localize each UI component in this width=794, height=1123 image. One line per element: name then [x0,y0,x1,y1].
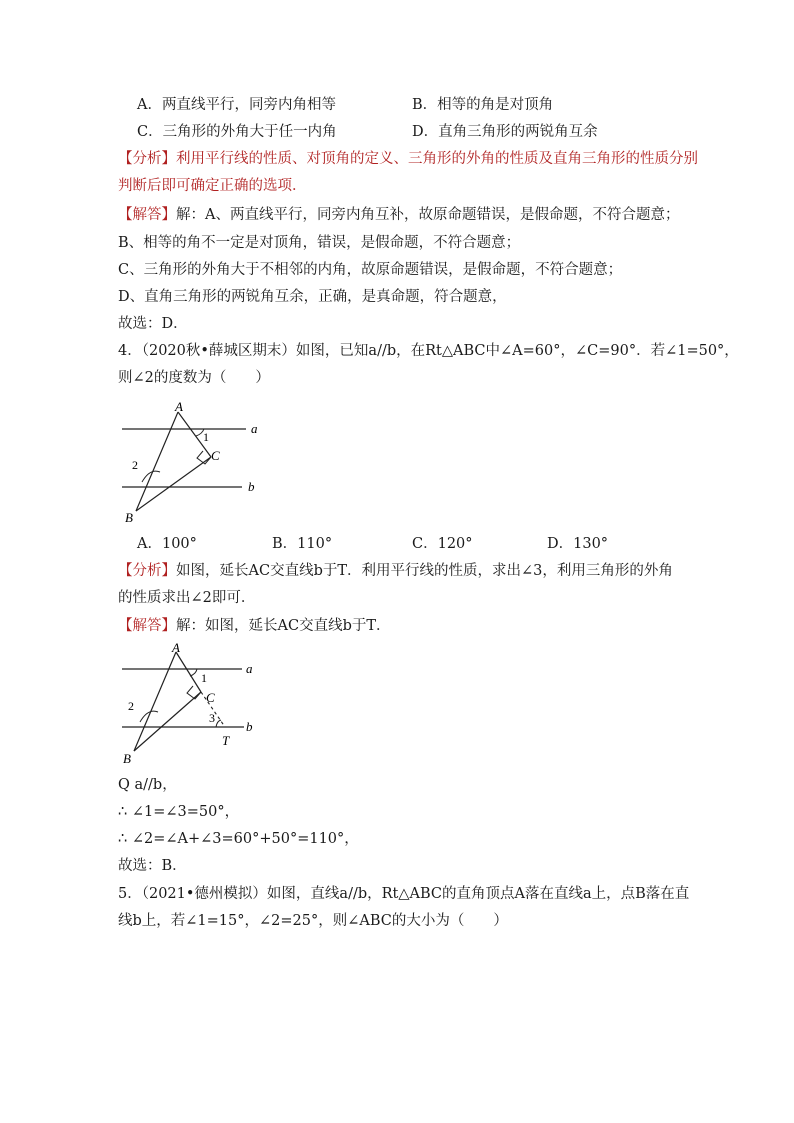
q4-option-d: D．130° [547,536,609,552]
label-angle-2: 2 [128,699,134,713]
q3-analysis-line-2: 判断后即可确定正确的选项． [118,178,307,194]
q3-option-b: B．相等的角是对顶角 [412,97,554,113]
q5-stem-line-1: 5．（2021•德州模拟）如图，直线a//b，Rt△ABC的直角顶点A落在直线a上，点B落在直 [118,886,690,902]
side-ac [176,652,201,692]
q4-step-2: ∴ ∠1=∠3=50°， [118,804,240,820]
label-angle-3: 3 [209,711,215,725]
label-a-vertex: A [172,640,180,655]
label-angle-1: 1 [203,430,209,444]
q4-step-3: ∴ ∠2=∠A+∠3=60°+50°=110°， [118,831,359,847]
q4-stem-line-1: 4．（2020秋•薛城区期末）如图，已知a//b，在Rt△ABC中∠A=60°，∠C=90°．若∠1=50°， [118,343,739,359]
q3-answer-line-4: D、直角三角形的两锐角互余，正确，是真命题，符合题意， [118,289,507,305]
label-line-b: b [248,479,255,494]
side-bc [134,692,201,751]
q4-option-c: C．120° [412,536,473,552]
q5-stem-line-2: 线b上，若∠1=15°，∠2=25°，则∠ABC的大小为（ ） [118,913,508,929]
q4-option-b: B．110° [272,536,333,552]
q3-option-c: C．三角形的外角大于任一内角 [137,124,337,140]
q4-choice: 故选：B． [118,858,187,874]
label-a-vertex: A [175,399,183,414]
label-line-a: a [251,421,258,436]
q3-answer-line-3: C、三角形的外角大于不相邻的内角，故原命题错误，是假命题，不符合题意； [118,262,623,278]
analysis-tag: 【分析】 [118,151,176,167]
q4-option-a: A．100° [137,536,197,552]
angle-3-arc [216,720,221,727]
q3-answer-line-1: 【解答】解：A、两直线平行，同旁内角互补，故原命题错误，是假命题，不符合题意； [118,207,680,223]
q4-step-1: Q a//b， [118,777,177,793]
label-line-a: a [246,661,253,676]
label-c-vertex: C [206,690,215,705]
analysis-tag: 【分析】 [118,563,176,579]
q4-figure-2 [118,640,278,770]
q3-choice: 故选：D． [118,316,188,332]
q4-figure-1 [118,396,278,528]
answer-tag: 【解答】 [118,207,176,223]
label-t-point: T [222,733,230,748]
q3-option-a: A．两直线平行，同旁内角相等 [137,97,336,113]
q3-option-d: D．直角三角形的两锐角互余 [412,124,598,140]
q3-analysis-line-1: 【分析】利用平行线的性质、对顶角的定义、三角形的外角的性质及直角三角形的性质分别 [118,151,698,167]
label-c-vertex: C [211,448,220,463]
answer-tag: 【解答】 [118,618,176,634]
label-b-vertex: B [123,751,131,766]
label-angle-2: 2 [132,458,138,472]
q4-analysis-line-2: 的性质求出∠2即可． [118,590,256,606]
q3-answer-line-2: B、相等的角不一定是对顶角，错误，是假命题，不符合题意； [118,235,521,251]
q4-answer-line-1: 【解答】解：如图，延长AC交直线b于T． [118,618,391,634]
label-b-vertex: B [125,510,133,525]
q4-analysis-line-1: 【分析】如图，延长AC交直线b于T．利用平行线的性质，求出∠3，利用三角形的外角 [118,563,673,579]
q4-stem-line-2: 则∠2的度数为（ ） [118,370,270,386]
side-ab [134,652,176,751]
label-angle-1: 1 [201,671,207,685]
label-line-b: b [246,719,253,734]
